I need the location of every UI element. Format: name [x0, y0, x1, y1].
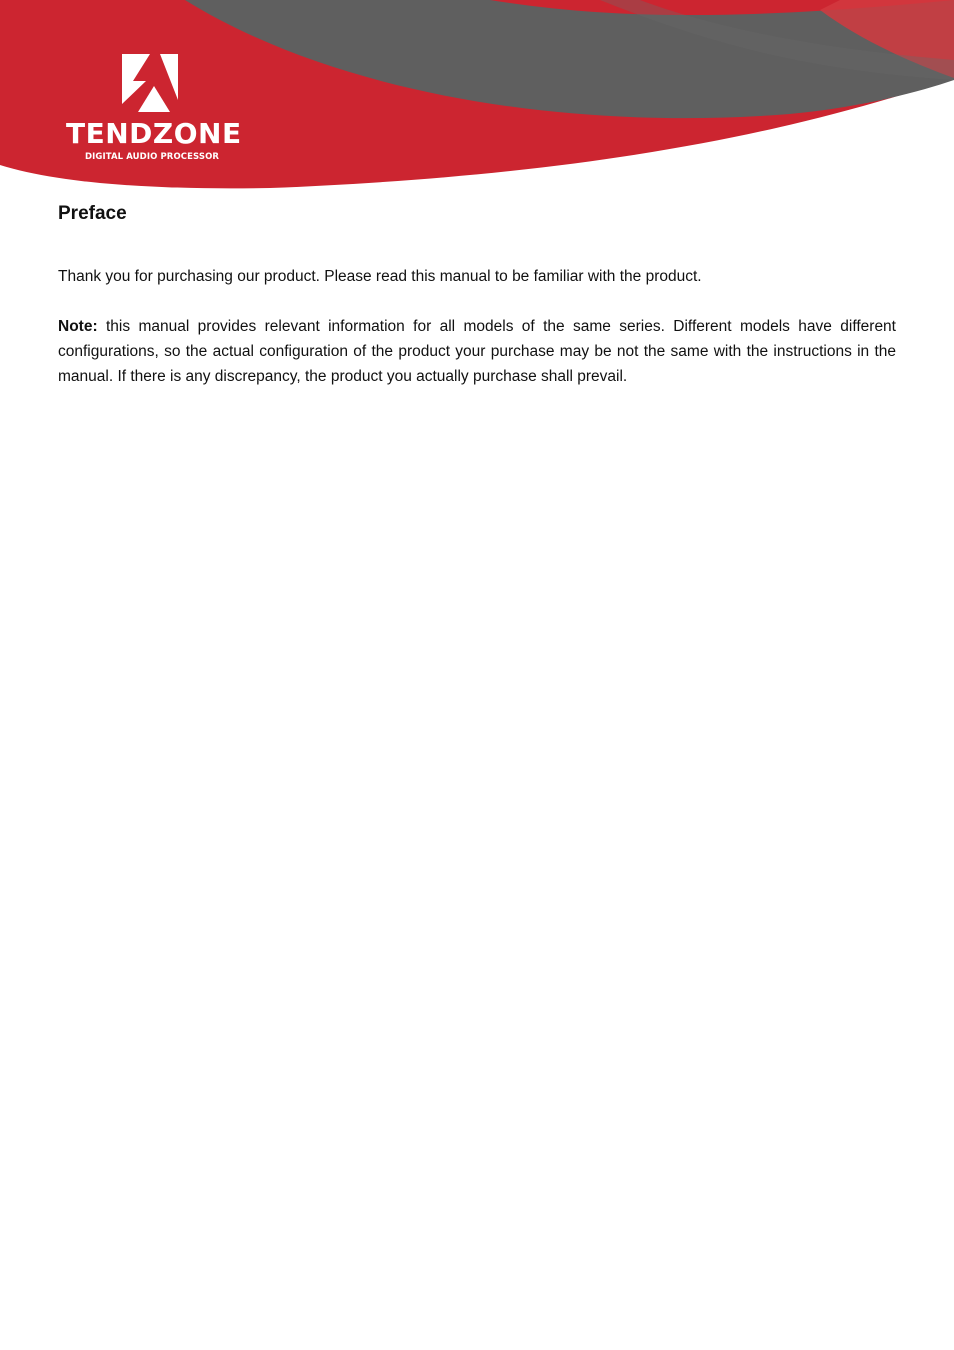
document-body [58, 200, 896, 389]
note-text: this manual provides relevant information for all models of the same series. Different models have different configurations, so the actual configuration of the product your purchase may be not the same with the instructions in the manual. If there is any discrepancy, the product you actually purchase shall prevail. [58, 318, 896, 385]
page-title: Preface [58, 203, 127, 224]
tendzone-logo-icon [120, 52, 182, 114]
brand-name: TENDZONE [66, 117, 242, 150]
brand-tagline: DIGITAL AUDIO PROCESSOR [85, 152, 220, 162]
brand-logo [60, 52, 245, 170]
note-label: Note: [58, 318, 98, 335]
note-paragraph [58, 314, 896, 389]
intro-paragraph: Thank you for purchasing our product. Please read this manual to be familiar with the product. [58, 268, 702, 285]
